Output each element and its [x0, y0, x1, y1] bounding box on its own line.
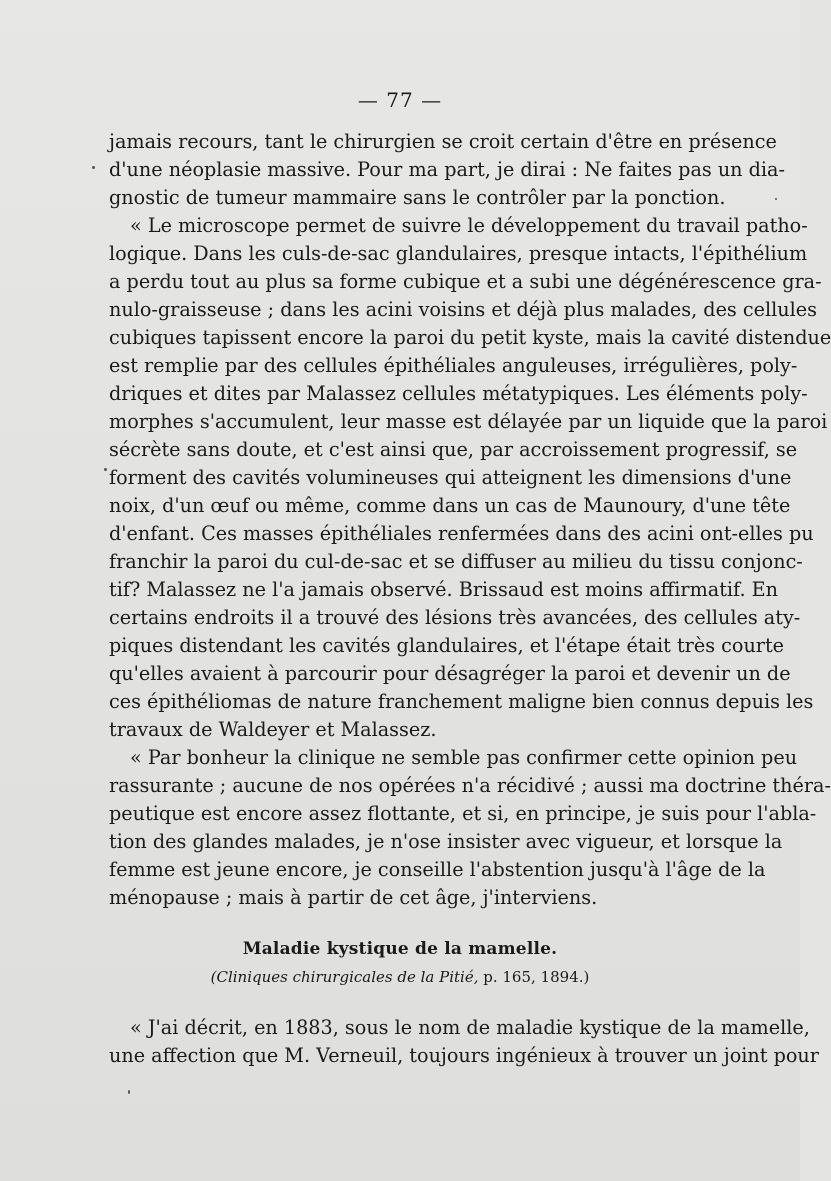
text-line: ces épithéliomas de nature franchement maligne bien connus depuis les — [109, 690, 814, 713]
text-line: sécrète sans doute, et c'est ainsi que, par accroissement progressif, se — [109, 438, 798, 461]
text-line: femme est jeune encore, je conseille l'abstention jusqu'à l'âge de la — [109, 858, 766, 881]
text-line: rassurante ; aucune de nos opérées n'a récidivé ; aussi ma doctrine théra- — [109, 774, 831, 797]
citation-reference: p. 165, 1894.) — [478, 968, 590, 986]
text-line: forment des cavités volumineuses qui atteignent les dimensions d'une — [109, 466, 792, 489]
text-line: « Le microscope permet de suivre le développement du travail patho- — [130, 214, 808, 237]
text-line: « J'ai décrit, en 1883, sous le nom de maladie kystique de la mamelle, — [130, 1016, 810, 1039]
scan-speck — [128, 1090, 130, 1094]
text-line: driques et dites par Malassez cellules métatypiques. Les éléments poly- — [109, 382, 808, 405]
text-line: tif? Malassez ne l'a jamais observé. Brissaud est moins affirmatif. En — [109, 578, 779, 601]
scan-speck — [775, 198, 777, 200]
text-line: cubiques tapissent encore la paroi du petit kyste, mais la cavité distendue — [109, 326, 831, 349]
text-line: « Par bonheur la clinique ne semble pas confirmer cette opinion peu — [130, 746, 798, 769]
text-line: gnostic de tumeur mammaire sans le contrôler par la ponction. — [109, 186, 726, 209]
text-line: nulo-graisseuse ; dans les acini voisins et déjà plus malades, des cellules — [109, 298, 817, 321]
text-line: morphes s'accumulent, leur masse est délayée par un liquide que la paroi — [109, 410, 828, 433]
section-citation — [0, 968, 800, 986]
scan-speck — [92, 166, 95, 169]
text-line: certains endroits il a trouvé des lésions très avancées, des cellules aty- — [109, 606, 801, 629]
section-heading: Maladie kystique de la mamelle. — [242, 939, 558, 959]
text-line: qu'elles avaient à parcourir pour désagréger la paroi et devenir un de — [109, 662, 791, 685]
text-line: est remplie par des cellules épithéliales anguleuses, irrégulières, poly- — [109, 354, 798, 377]
text-line: ménopause ; mais à partir de cet âge, j'interviens. — [109, 886, 598, 909]
citation-title: (Cliniques chirurgicales de la Pitié, — [210, 968, 479, 986]
text-line: d'enfant. Ces masses épithéliales renfermées dans des acini ont-elles pu — [109, 522, 814, 545]
text-line: a perdu tout au plus sa forme cubique et a subi une dégénérescence gra- — [109, 270, 822, 293]
text-line: franchir la paroi du cul-de-sac et se diffuser au milieu du tissu conjonc- — [109, 550, 803, 573]
text-line: travaux de Waldeyer et Malassez. — [109, 718, 437, 741]
text-line: logique. Dans les culs-de-sac glandulaires, presque intacts, l'épithélium — [109, 242, 808, 265]
text-line: une affection que M. Verneuil, toujours ingénieux à trouver un joint pour — [109, 1044, 819, 1067]
text-line: piques distendant les cavités glandulaires, et l'étape était très courte — [109, 634, 785, 657]
scan-speck — [104, 468, 107, 471]
text-line: noix, d'un œuf ou même, comme dans un cas de Maunoury, d'une tête — [109, 494, 791, 517]
text-line: tion des glandes malades, je n'ose insister avec vigueur, et lorsque la — [109, 830, 783, 853]
page-number: — 77 — — [357, 88, 443, 112]
text-line: jamais recours, tant le chirurgien se croit certain d'être en présence — [109, 130, 777, 153]
text-line: d'une néoplasie massive. Pour ma part, je dirai : Ne faites pas un dia- — [109, 158, 785, 181]
text-line: peutique est encore assez flottante, et si, en principe, je suis pour l'abla- — [109, 802, 817, 825]
